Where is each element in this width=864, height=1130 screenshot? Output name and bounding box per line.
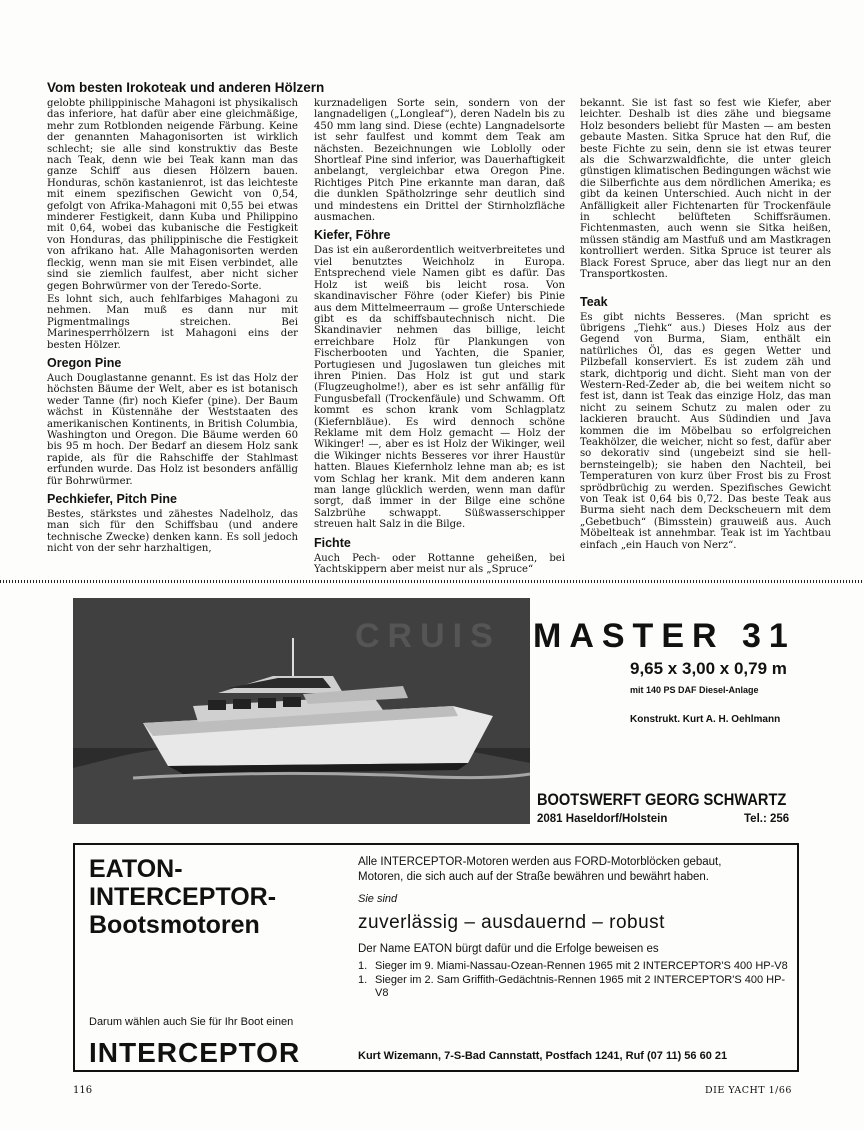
photo-overlay-text: CRUIS xyxy=(355,617,501,655)
paragraph: Bestes, stärkstes und zähestes Nadelholz, das man sich für den Schiffsbau (und andere technische Zwecke) denken kann. Es soll jedoch nicht von der sehr harzhaltigen, xyxy=(47,509,298,555)
headline-line: Bootsmotoren xyxy=(89,911,260,939)
eaton-slogan: zuverlässig – ausdauernd – robust xyxy=(358,912,665,933)
article-column-1 xyxy=(47,98,298,557)
yacht-designer: Konstrukt. Kurt A. H. Oehlmann xyxy=(630,714,781,725)
section-heading: Kiefer, Föhre xyxy=(314,228,391,243)
eaton-dealer: Kurt Wizemann, 7-S-Bad Cannstatt, Postfach 1241, Ruf (07 11) 56 60 21 xyxy=(358,1050,728,1062)
page-number: 116 xyxy=(73,1085,93,1096)
paragraph: Auch Douglastanne genannt. Es ist das Holz der höchsten Bäume der Welt, aber es ist botanisch weder Tanne (fir) noch Kiefer (pine). Der Baum wächst in Küstennähe der Weststaaten des amerikanischen Kontinents, in British Columbia, Washington und Oregon. Die Bäume werden 60 bis 95 m hoch. Der Bedarf an diesem Holz sank rapide, als für die Rahschiffe der Stahlmast erfunden wurde. Das Holz ist besonders anfällig für Bohrwürmer. xyxy=(47,372,298,487)
eaton-choose-text: Darum wählen auch Sie für Ihr Boot einen xyxy=(89,1016,294,1028)
eaton-sie-sind: Sie sind xyxy=(358,893,398,905)
list-item-number: 1. xyxy=(358,974,368,986)
yacht-engine: mit 140 PS DAF Diesel-Anlage xyxy=(630,685,759,695)
headline-line: INTERCEPTOR- xyxy=(89,883,277,911)
eaton-headline xyxy=(89,855,276,939)
paragraph: Es gibt nichts Besseres. (Man spricht es übrigens „Tiehk“ aus.) Dieses Holz aus der Gegend von Burma, Siam, enthält ein natürliches Öl, das es gegen Wetter und Pilzbefall konserviert. Es ist zudem zäh und stark, dichtporig und dicht. Sieht man von der Western-Red-Zeder ab, die bei weitem nicht so fest ist, dann ist Teak das einzige Holz, das man nicht zu seinem Schutz zu malen oder zu lackieren braucht. Aus Südindien und Java kommen die im Möbelbau so erfolgreichen Teakhölzer, die weicher, nicht so fest, dafür aber so dekorativ sind (ungebeizt sind sie hell-bernsteingelb); sie haben den Nachteil, bei Temperaturen von kurz über Frost bis zu Frost sprödbrüchig zu werden. Spezifisches Gewicht von Teak ist 0,64 bis 0,72. Das beste Teak aus Burma sieht nach dem Deckscheuern mit dem „Gebetbuch“ (Bimsstein) grauweiß aus. Auch Möbelteak ist annehmbar. Teak ist im Yachtbau einfach „ein Hauch von Nerz“. xyxy=(580,311,831,551)
section-heading: Oregon Pine xyxy=(47,355,122,370)
section-heading: Pechkiefer, Pitch Pine xyxy=(47,492,177,506)
eaton-guarantee: Der Name EATON bürgt dafür und die Erfolge beweisen es xyxy=(358,943,659,955)
article-column-3 xyxy=(580,98,831,553)
shipyard-phone: Tel.: 256 xyxy=(744,813,790,825)
eaton-brand: INTERCEPTOR xyxy=(89,1037,301,1068)
dotted-divider xyxy=(0,580,864,583)
paragraph: bekannt. Sie ist fast so fest wie Kiefer, aber leichter. Deshalb ist dies zähe und biegsame Holz besonders beliebt für Masten — am besten gebaute Masten. Sitka Spruce hat den Ruf, die beste Fichte zu sein, denn sie ist etwas teurer als die Schwarzwaldfichte, die unter gleich günstigen klimatischen Bedingungen wächst wie die Silberfichte aus dem nördlichen Amerika; es gibt da keinen Unterschied. Auch nicht in der Anfälligkeit aller Fichtenarten für Trockenfäule in schlecht belüfteten Schiffsräumen. Fichtenmasten, auch wenn sie Sitka heißen, müssen ständig am Mastfuß und am Mastkragen kontrolliert werden. Sitka Spruce ist teurer als Black Forest Spruce, aber das liegt nur an den Transportkosten. xyxy=(580,98,831,281)
list-item xyxy=(358,960,788,973)
shipyard-name: BOOTSWERFT GEORG SCHWARTZ xyxy=(537,790,787,809)
eaton-intro: Motoren, die sich auch auf der Straße bewähren und bewährt haben. xyxy=(358,871,709,883)
article-column-2 xyxy=(314,98,565,577)
article-title: Vom besten Irokoteak und anderen Hölzern xyxy=(47,80,325,95)
yacht-model-name: MASTER 31 xyxy=(533,617,796,655)
section-heading: Teak xyxy=(580,294,608,309)
magazine-issue: DIE YACHT 1/66 xyxy=(705,1085,792,1096)
paragraph: gelobte philippinische Mahagoni ist physikalisch das inferiore, hat dafür aber eine gleichmäßige, mehr zum Rotblonden neigende Färbung. Keine der genannten Mahagonisorten ist wirklich schlecht; sie alle sind konstruktiv das Beste nach Teak, denn wie bei Teak kann man das ganze Schiff aus diesen Hölzern bauen. Honduras, schön kastanienrot, ist das leichteste mit einem spezifischen Gewicht von 0,54, gefolgt von Afrika-Mahagoni mit 0,55 bei etwas minderer Festigkeit, dann Kuba und Philippino mit 0,64, wobei das kubanische die Festigkeit von Honduras, das philippinische die Festigkeit von afrikano hat. Alle Mahagonisorten werden fleckig, wenn man sie mit Eisen verbindet, alle sind sie ziemlich faulfest, aber nicht sicher gegen Bohrwürmer von der Teredo-Sorte. xyxy=(47,98,298,292)
paragraph: kurznadeligen Sorte sein, sondern von der langnadeligen („Longleaf“), deren Nadeln bis zu 450 mm lang sind. Diese (echte) Langnadelsorte ist sehr faulfest und kommt dem Teak am nächsten. Bezeichnungen wie Loblolly oder Shortleaf Pine sind inferior, was Dauerhaftigkeit anbelangt, vergleichbar etwa Oregon Pine. Richtiges Pitch Pine erkannte man daran, daß die dunklen Spätholzringe sehr deutlich sind und mindestens ein Drittel der Stirnholzfläche ausmachen. xyxy=(314,98,565,224)
paragraph: Das ist ein außerordentlich weitverbreitetes und viel benutztes Weichholz in Europa. Entsprechend viele Namen gibt es dafür. Das Holz ist weiß bis leicht rosa. Von skandinavischer Föhre (oder Kiefer) bis Pinie aus dem Mittelmeerraum — große Unterschiede gibt es da schiffsbautechnisch nicht. Die Skandinavier nehmen das billige, leicht erreichbare Holz für Plankungen von Fischerbooten und Yachten, die Spanier, Portugiesen und Jugoslawen tun gleiches mit ihren Pinien. Das Holz ist gut und stark (Flugzeugholme!), aber es ist sehr anfällig für Fungusbefall (Trockenfäule) und Schwamm. Oft kommt es schon krank vom Schlagplatz (Kiefernbläue). Es wird dennoch schöne Reklame mit dem Holz gemacht — Holz der Wikinger! —, aber es ist Holz der Wikinger, weil die Wikinger nichts Besseres vor ihrer Haustür hatten. Blaues Kiefernholz lehne man ab; es ist vom Schlag her krank. Mit dem anderen kann man lange glücklich werden, wenn man dafür sorgt, daß immer in der Bilge eine schöne Salzbrühe schwappt. Süßwasserschipper streuen halt Salz in die Bilge. xyxy=(314,245,565,531)
shipyard-address: 2081 Haseldorf/Holstein xyxy=(537,813,668,825)
list-item xyxy=(358,974,788,1000)
list-item-text: Sieger im 9. Miami-Nassau-Ozean-Rennen 1965 mit 2 INTERCEPTOR'S 400 HP-V8 xyxy=(375,960,788,972)
headline-line: EATON- xyxy=(89,855,183,883)
paragraph: Auch Pech- oder Rottanne geheißen, bei Yachtskippern aber meist nur als „Spruce“ xyxy=(314,552,565,576)
yacht-dimensions: 9,65 x 3,00 x 0,79 m xyxy=(630,659,787,678)
eaton-intro: Alle INTERCEPTOR-Motoren werden aus FORD-Motorblöcken gebaut, xyxy=(358,856,722,868)
section-heading: Fichte xyxy=(314,535,351,550)
eaton-wins-list xyxy=(358,960,788,1001)
list-item-text: Sieger im 2. Sam Griffith-Gedächtnis-Rennen 1965 mit 2 INTERCEPTOR'S 400 HP-V8 xyxy=(375,974,786,999)
paragraph: Es lohnt sich, auch fehlfarbiges Mahagoni zu nehmen. Man muß es dann nur mit Pigmentmalings streichen. Bei Marinesperrhölzern ist Mahagoni eins der besten Hölzer. xyxy=(47,293,298,351)
list-item-number: 1. xyxy=(358,960,368,972)
